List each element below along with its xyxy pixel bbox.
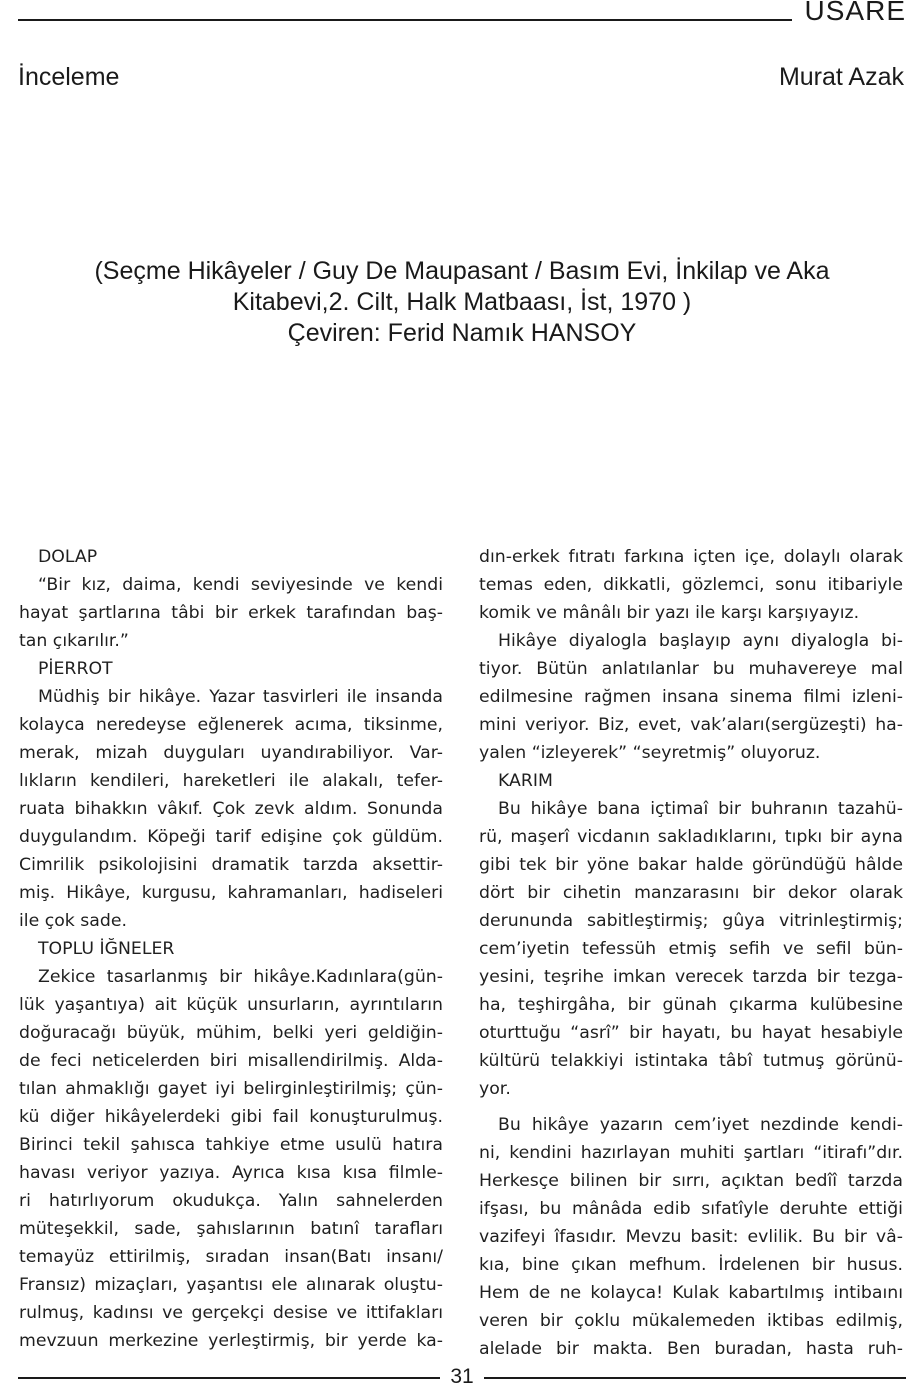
citation-line: Çeviren: Ferid Namık HANSOY [287,319,637,347]
text-line: Bu hikâye bana içtimaî bir buhranın tazahü- [498,799,903,819]
right-column [479,543,903,1363]
text-line: merak, mizah duyguları uyandırabiliyor. Var- [19,743,443,763]
text-line: yesini, teşrihe imkan verecek tarzda bir tezga- [479,967,903,987]
text-line: lıkların kendileri, hareketleri ile alakalı, tefer- [19,771,443,791]
page-number: 31 [450,1365,474,1388]
text-line: lük yaşantıya) ait küçük unsurların, ayrıntıların [19,995,443,1015]
left-column [19,543,443,1355]
text-line: ni, kendini hazırlayan muhiti şartları “itirafı”dır. [479,1143,903,1163]
story-heading-toplu-igneler: TOPLU İĞNELER [38,939,175,959]
text-line: Zekice tasarlanmış bir hikâye.Kadınlara(gün- [38,967,443,987]
text-line: oturttuğu “asrî” bir hayatı, bu hayat hesabiyle [479,1023,903,1043]
text-line: rulmuş, kadınsı ve gerçekçi desise ve ittifakları [19,1303,443,1323]
text-line: rü, maşerî vicdanın sakladıklarını, tıpkı bir ayna [479,827,903,847]
text-line: komik ve mânâlı bir yazı ile karşı karşıyayız. [479,603,860,623]
text-line: Müdhiş bir hikâye. Yazar tasvirleri ile insanda [38,687,443,707]
text-line: yalen “izleyerek” “seyretmiş” oluyoruz. [479,743,821,763]
text-line: kültürü telakkiyi istintaka tâbî tutmuş görünü- [479,1051,903,1071]
text-line: Bu hikâye yazarın cem’iyet nezdinde kendi- [498,1115,903,1135]
text-line: ri hatırlıyorum okudukça. Yalın sahnelerden [19,1191,443,1211]
text-line: kıa, bine çıkan mefhum. İrdelenen bir husus. [479,1255,903,1275]
text-line: Cimrilik psikolojisini dramatik tarzda aksettir- [19,855,443,875]
text-line: ruata bihakkın vâkıf. Çok zevk aldım. Sonunda [19,799,443,819]
text-line: müteşekkil, sade, şahıslarının batınî tarafları [19,1219,443,1239]
text-line: miş. Hikâye, kurgusu, kahramanları, hadiseleri [19,883,443,903]
text-line: yor. [479,1079,511,1099]
text-line: “Bir kız, daima, kendi seviyesinde ve kendi [38,575,443,595]
author-name: Murat Azak [778,63,904,91]
text-line: de feci neticelerden biri misallendirilmiş. Alda- [19,1051,443,1071]
section-label: İnceleme [18,63,120,91]
footer-rule-left [18,1377,440,1379]
text-line: dört bir cihetin manzarasını bir dekor olarak [479,883,903,903]
citation-line: (Seçme Hikâyeler / Guy De Maupasant / Basım Evi, İnkilap ve Aka [94,257,830,285]
text-line: vazifeyi îfasıdır. Mevzu basit: evlilik. Bu bir vâ- [479,1227,903,1247]
text-line: Fransız) mizaçları, yaşantısı ele alınarak oluştu- [19,1275,443,1295]
text-line: tılan ahmaklığı gayet iyi belirginleştirilmiş; çün- [19,1079,443,1099]
text-line: Hem de ne kolayca! Kulak kabartılmış intibaını [479,1283,903,1303]
journal-name: USARE [804,0,906,26]
footer-rule-right [484,1377,906,1379]
text-line: Birinci tekil şahısca tahkiye etme usulü hatıra [19,1135,443,1155]
text-line: mevzuun merkezine yerleştirmiş, bir yerde ka- [19,1331,443,1351]
text-line: alelade bir makta. Ben buradan, hasta ruh- [479,1339,903,1359]
text-line: ifşası, bu mânâda edib sıfatîyle deruhte ettiği [479,1199,903,1219]
story-heading-pierrot: PİERROT [38,659,113,679]
text-line: hayat şartlarına tâbi bir erkek tarafından baş- [19,603,443,623]
text-line: Herkesçe bilinen bir sırrı, açıktan bedîî tarzda [479,1171,903,1191]
text-line: kü diğer hikâyelerdeki gibi fail konuşturulmuş. [19,1107,443,1127]
text-line: derununda sabitleştirmiş; gûya vitrinleştirmiş; [479,911,903,931]
text-line: gibi tek bir yöne bakar halde göründüğü hâlde [479,855,903,875]
text-line: ile çok sade. [19,911,127,931]
text-line: edilmesine rağmen insana sinema filmi izleni- [479,687,903,707]
text-line: doğuracağı büyük, mühim, belki yeri geldiğin- [19,1023,443,1043]
text-line: mini veriyor. Biz, evet, vak’aları(sergüzeşti) ha- [479,715,903,735]
text-line: dın-erkek fıtratı farkına içten içe, dolaylı olarak [479,547,903,567]
text-line: ha, teşhirgâha, bir günah çıkarma kulübesine [479,995,903,1015]
story-heading-karim: KARIM [498,771,553,791]
text-line: temayüz ettirilmiş, sıradan insan(Batı insanı/ [19,1247,443,1267]
paragraph-gap [479,1103,903,1111]
text-line: havası veriyor yazıya. Ayrıca kısa kısa filmle- [19,1163,443,1183]
header-rule [18,19,792,21]
book-citation [40,256,884,349]
story-heading-dolap: DOLAP [38,547,98,567]
text-line: temas eden, dikkatli, gözlemci, sonu itibariyle [479,575,903,595]
text-line: tiyor. Bütün anlatılanlar bu muhavereye mal [479,659,903,679]
citation-line: Kitabevi,2. Cilt, Halk Matbaası, İst, 1970 ) [232,288,692,316]
text-line: veren bir çoklu mükalemeden iktibas edilmiş, [479,1311,903,1331]
text-line: Hikâye diyalogla başlayıp aynı diyalogla bi- [498,631,903,651]
text-line: kolayca neredeyse eğlenerek acıma, tiksinme, [19,715,443,735]
text-line: tan çıkarılır.” [19,631,129,651]
text-line: duygulandım. Köpeği tarif edişine çok güldüm. [19,827,443,847]
text-line: cem’iyetin tefessüh etmiş sefih ve sefil bün- [479,939,903,959]
